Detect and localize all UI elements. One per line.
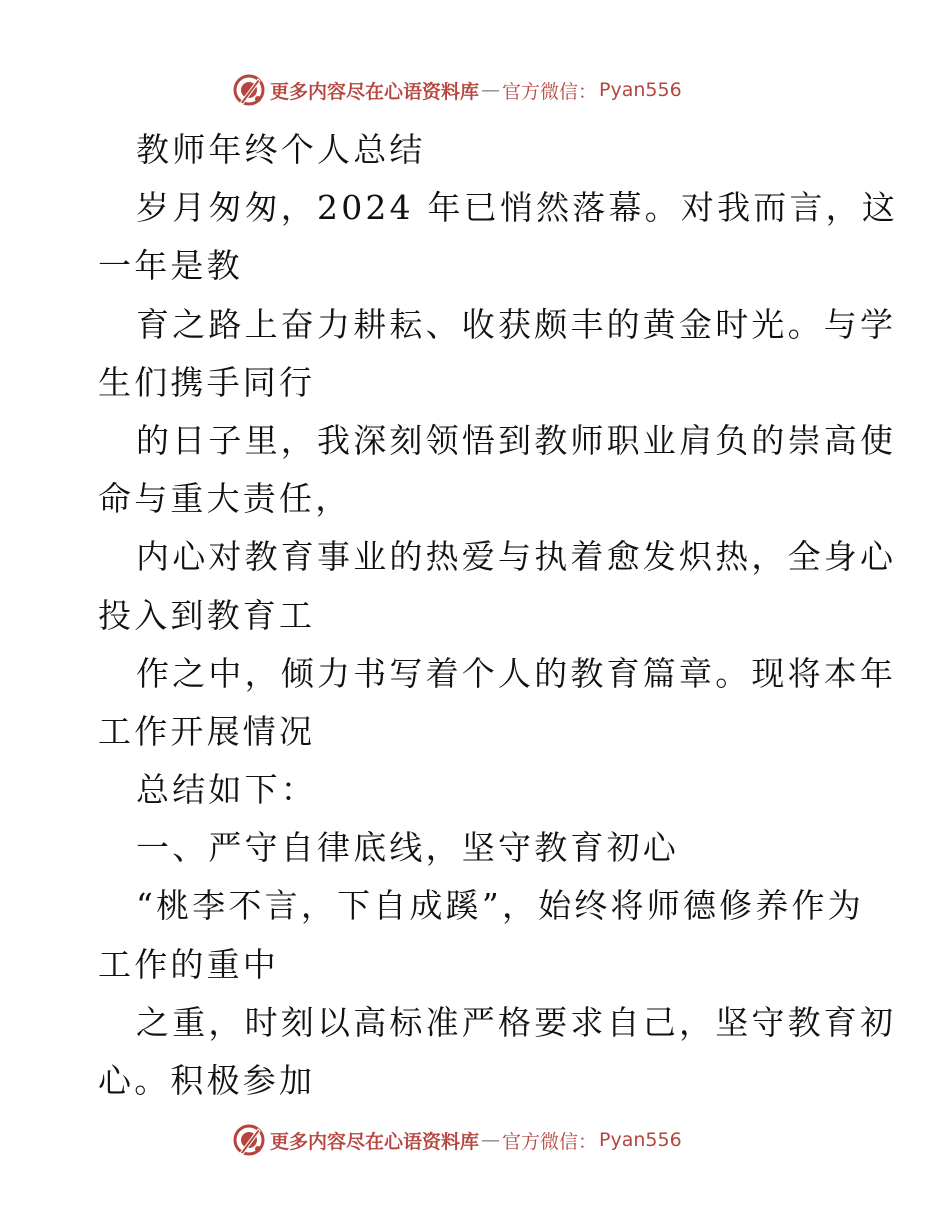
doc-line: 岁月匆匆，2024 年已悄然落幕。对我而言，这: [136, 188, 899, 228]
doc-line: 心。积极参加: [98, 1061, 316, 1100]
doc-line: “桃李不言，下自成蹊”，始终将师德修养作为: [136, 886, 864, 926]
watermark-banner-bottom: [232, 1122, 682, 1158]
doc-line: 工作开展情况: [98, 711, 316, 751]
doc-line: 工作的重中: [98, 944, 279, 984]
watermark-dash: —: [481, 79, 501, 101]
doc-line: 总结如下：: [136, 770, 317, 810]
doc-line: 之重，时刻以高标准严格要求自己，坚守教育初: [136, 1002, 897, 1042]
doc-title: 教师年终个人总结: [136, 130, 426, 169]
quill-seal-icon: [232, 73, 266, 107]
watermark-brand: 更多内容尽在心语资料库: [270, 80, 480, 103]
doc-line: 的日子里，我深刻领悟到教师职业肩负的崇高使: [136, 420, 897, 460]
quill-seal-icon: [232, 1123, 266, 1157]
watermark-wechat-label: 官方微信：: [502, 80, 598, 103]
doc-line: 内心对教育事业的热爱与执着愈发炽热，全身心: [136, 537, 897, 577]
watermark-wechat-id: Pyan556: [599, 1129, 682, 1151]
watermark-wechat-id: Pyan556: [599, 79, 682, 101]
section-heading: 一、严守自律底线，坚守教育初心: [136, 828, 679, 868]
doc-line: 一年是教: [98, 246, 243, 286]
watermark-banner-top: [232, 72, 682, 108]
doc-line: 命与重大责任，: [98, 479, 352, 519]
watermark-wechat-label: 官方微信：: [502, 1130, 598, 1153]
watermark-dash: —: [481, 1129, 501, 1151]
doc-line: 生们携手同行: [98, 362, 316, 402]
doc-line: 投入到教育工: [98, 595, 316, 635]
document-body: [98, 121, 899, 1110]
doc-line: 作之中，倾力书写着个人的教育篇章。现将本年: [136, 653, 897, 693]
watermark-brand: 更多内容尽在心语资料库: [270, 1130, 480, 1153]
doc-line: 育之路上奋力耕耘、收获颇丰的黄金时光。与学: [136, 304, 897, 344]
